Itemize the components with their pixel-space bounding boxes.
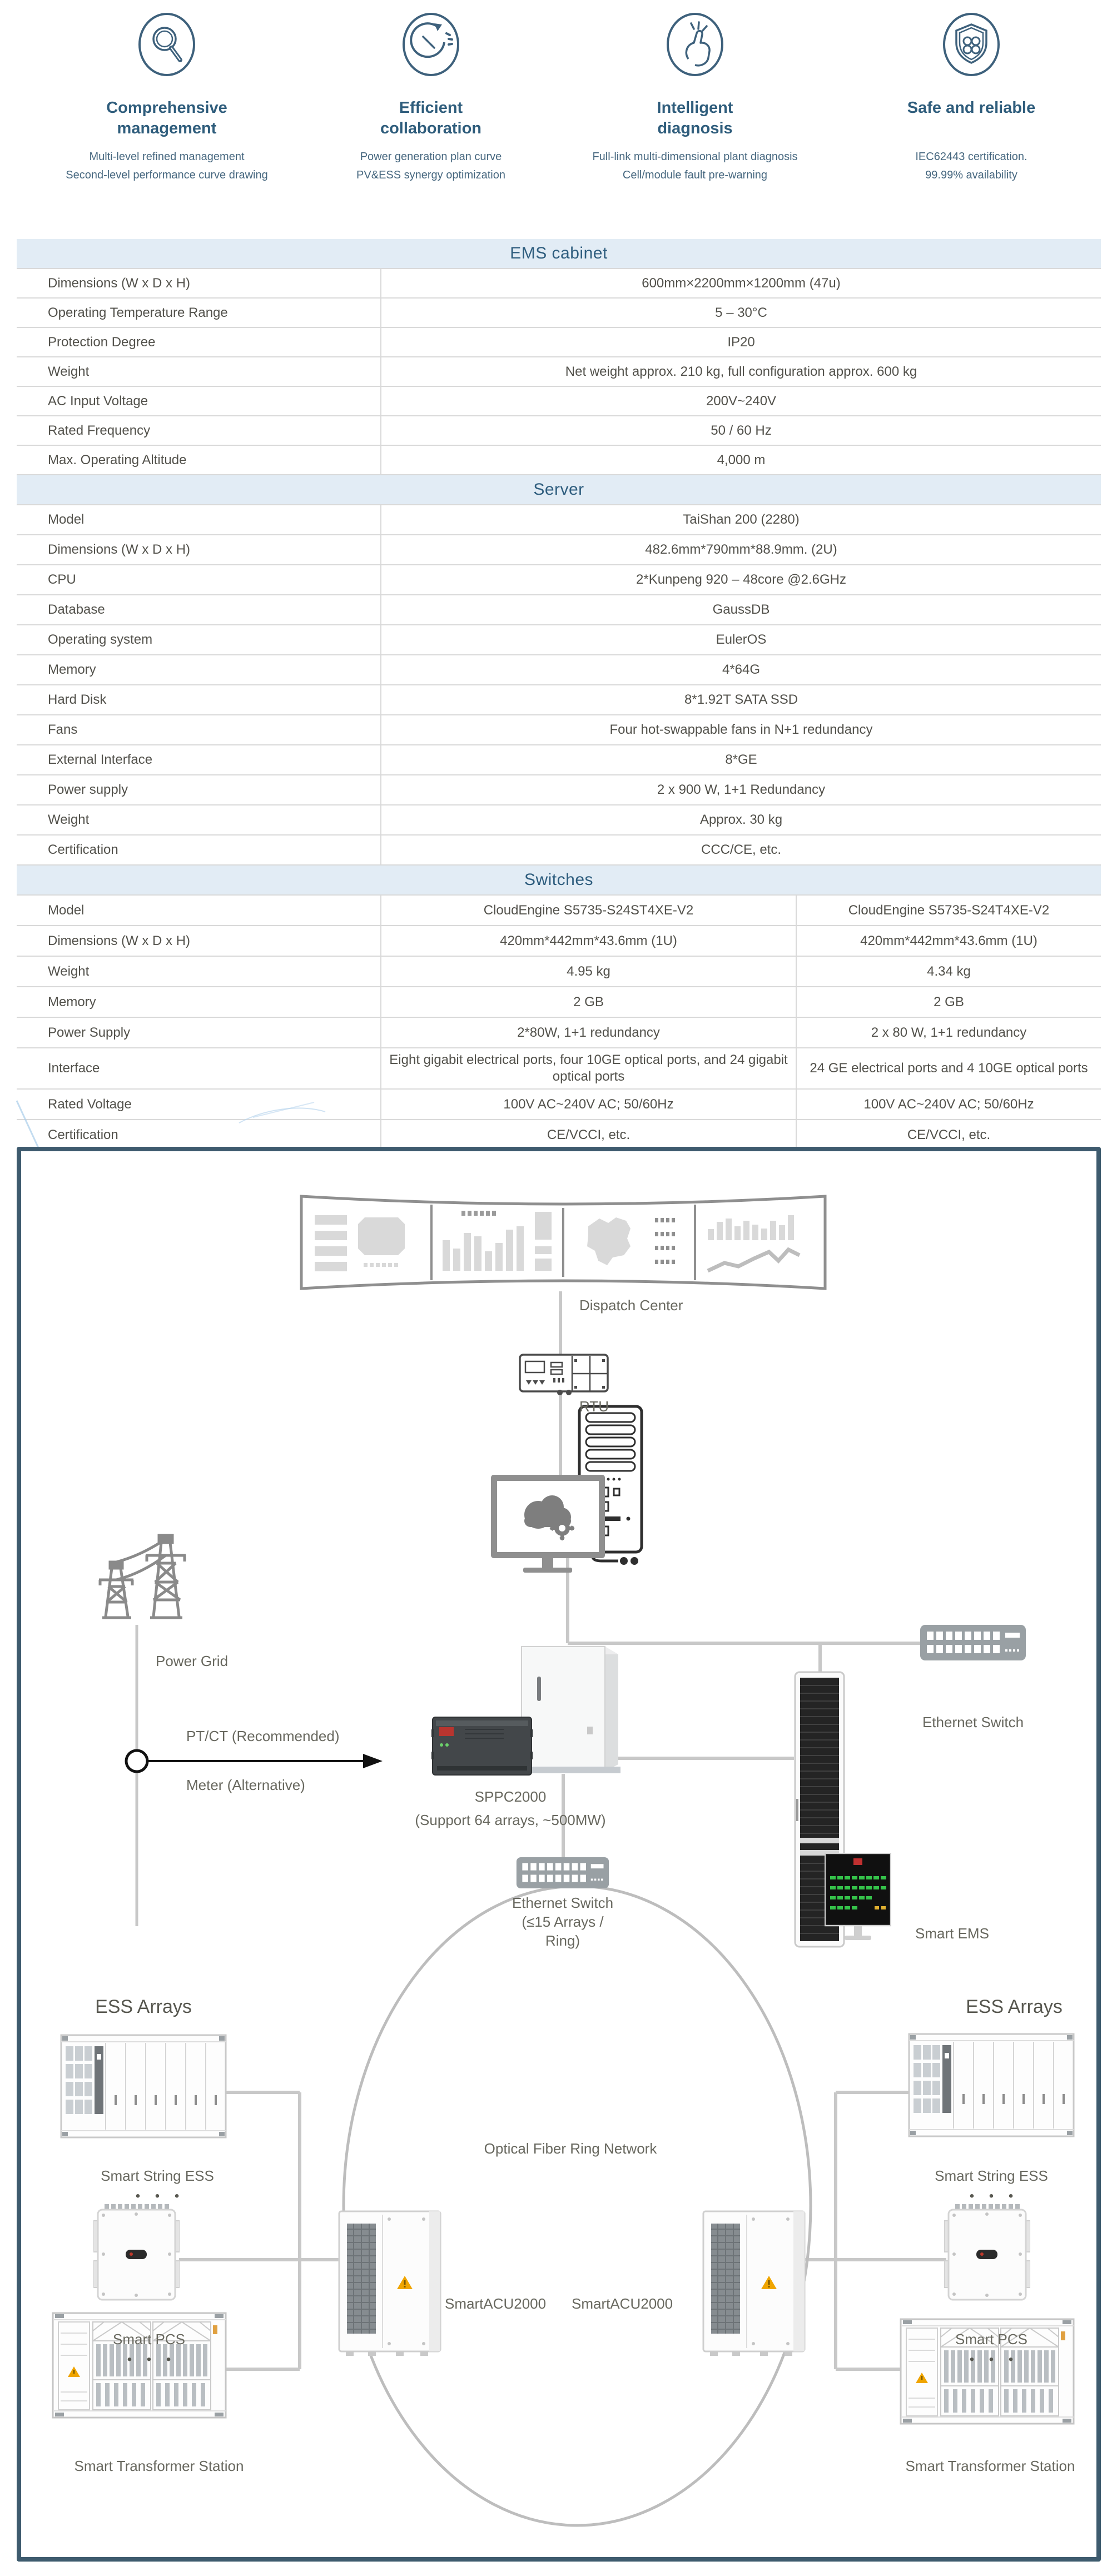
spec-value: 5 – 30°C (715, 305, 767, 320)
spec-value: Eight gigabit electrical ports, four 10GE optical ports, and 24 gigabit optical ports (381, 1048, 797, 1088)
feature-title-line: Intelligent (657, 99, 733, 117)
feature-desc-line: PV&ESS synergy optimization (356, 169, 505, 181)
table-row (17, 1047, 1101, 1088)
spec-value: 2 x 900 W, 1+1 Redundancy (657, 782, 826, 797)
table-server (17, 475, 1101, 866)
spec-value: CCC/CE, etc. (701, 842, 782, 857)
table-row (17, 986, 1101, 1017)
spec-value: 482.6mm*790mm*88.9mm. (2U) (645, 542, 837, 557)
spec-value: Approx. 30 kg (699, 812, 783, 827)
ring-network-label: Optical Fiber Ring Network (484, 2140, 657, 2157)
table-row (17, 654, 1101, 684)
spec-label: External Interface (17, 745, 381, 774)
sppc2000-label-line2: (Support 64 arrays, ~500MW) (415, 1812, 606, 1828)
table-ems-cabinet (17, 239, 1101, 475)
ellipsis-dots: • • • (969, 2189, 1019, 2204)
spec-label: Max. Operating Altitude (17, 446, 381, 474)
spec-value: 8*GE (725, 752, 757, 767)
table-row (17, 684, 1101, 714)
spec-value: CE/VCCI, etc. (907, 1127, 991, 1142)
feature-title-line: management (117, 120, 217, 137)
spec-value: 4,000 m (717, 452, 766, 468)
table-row (17, 624, 1101, 654)
spec-label: Weight (17, 357, 381, 386)
smart-pcs-right-label: Smart PCS (955, 2331, 1028, 2348)
ess-arrays-left-heading: ESS Arrays (95, 1996, 192, 2017)
table-row (17, 445, 1101, 474)
spec-label: Dimensions (W x D x H) (17, 535, 381, 564)
spec-label: Weight (17, 805, 381, 834)
table-title: Switches (17, 866, 1101, 894)
spec-label: Model (17, 505, 381, 534)
cloud-monitor (491, 1475, 605, 1578)
ethernet-switch-ring-icon (510, 1857, 615, 1888)
feature-efficient-collaboration (292, 12, 570, 185)
smart-ems-monitor (825, 1853, 891, 1946)
spec-label: Protection Degree (17, 328, 381, 356)
smart-pcs-left (93, 2203, 180, 2303)
feature-desc-line: IEC62443 certification. (915, 151, 1027, 163)
ethernet-switch-ring-label (512, 1893, 613, 1950)
feature-safe-reliable (832, 12, 1110, 185)
sppc2000-label-line1: SPPC2000 (474, 1788, 547, 1805)
feature-desc-line: Second-level performance curve drawing (66, 169, 268, 181)
table-title: Server (17, 475, 1101, 504)
magnifier-icon (138, 12, 196, 77)
ring-switch-label-line2: (≤15 Arrays / (522, 1913, 604, 1930)
spec-value: CloudEngine S5735-S24ST4XE-V2 (381, 896, 797, 925)
spec-value: IP20 (727, 334, 755, 350)
ethernet-switch-top-label: Ethernet Switch (922, 1714, 1024, 1730)
spec-value: 100V AC~240V AC; 50/60Hz (381, 1090, 797, 1119)
smart-acu2000-left (338, 2210, 444, 2360)
transformer-right-label: Smart Transformer Station (905, 2458, 1075, 2474)
spec-tables (17, 239, 1101, 1151)
ess-arrays-right-heading: ESS Arrays (966, 1996, 1063, 2017)
spec-value: 200V~240V (706, 393, 777, 409)
table-row (17, 534, 1101, 564)
table-row (17, 744, 1101, 774)
smart-string-ess-right-label: Smart String ESS (935, 2167, 1048, 2184)
ellipsis-dots: • • • (969, 2352, 1019, 2367)
spec-value: 2*80W, 1+1 redundancy (381, 1018, 797, 1047)
rtu-device (519, 1351, 609, 1398)
feature-desc-line: Multi-level refined management (89, 151, 245, 163)
spec-value: 50 / 60 Hz (711, 422, 772, 438)
spec-label: Database (17, 595, 381, 624)
ethernet-switch-top-icon (920, 1625, 1026, 1660)
spec-label: Rated Frequency (17, 416, 381, 445)
power-grid-towers (82, 1526, 191, 1628)
spec-value: 4*64G (722, 662, 761, 677)
spec-value: GaussDB (712, 602, 770, 617)
feature-title-line: Efficient (399, 99, 463, 117)
spec-label: Certification (17, 1120, 381, 1150)
ring-switch-label-line3: Ring) (545, 1932, 580, 1949)
spec-label: Hard Disk (17, 685, 381, 714)
ess-container-right (908, 2028, 1075, 2142)
table-row (17, 327, 1101, 356)
shield-icon (942, 12, 1000, 77)
spec-label: Interface (17, 1048, 381, 1088)
spec-value: EulerOS (716, 632, 767, 647)
ess-container-left (60, 2030, 227, 2144)
spec-label: Dimensions (W x D x H) (17, 926, 381, 956)
spec-label: Fans (17, 715, 381, 744)
table-row (17, 774, 1101, 804)
spec-value: CE/VCCI, etc. (381, 1120, 797, 1150)
sppc2000-label (415, 1785, 605, 1832)
spec-value: 8*1.92T SATA SSD (684, 692, 798, 707)
table-row (17, 804, 1101, 834)
spec-label: Operating system (17, 625, 381, 654)
spec-label: Power Supply (17, 1018, 381, 1047)
ptct-label: PT/CT (Recommended) (186, 1728, 340, 1744)
rtu-label: RTU (579, 1398, 609, 1415)
smart-pcs-right (944, 2203, 1030, 2303)
dispatch-center-label: Dispatch Center (579, 1297, 683, 1314)
spec-label: AC Input Voltage (17, 387, 381, 415)
spec-label: Dimensions (W x D x H) (17, 269, 381, 297)
spec-label: Power supply (17, 775, 381, 804)
smart-acu2000-right (702, 2210, 808, 2360)
spec-value: 4.95 kg (381, 957, 797, 986)
table-row (17, 297, 1101, 327)
spec-value: CloudEngine S5735-S24T4XE-V2 (848, 902, 1050, 918)
smart-ems-label: Smart EMS (915, 1925, 989, 1942)
spec-value: 2 x 80 W, 1+1 redundancy (871, 1025, 1027, 1040)
spec-value: 2 GB (381, 987, 797, 1017)
feature-title-line: diagnosis (657, 120, 733, 137)
spec-value: 420mm*442mm*43.6mm (1U) (381, 926, 797, 956)
spec-label: Memory (17, 655, 381, 684)
table-row (17, 564, 1101, 594)
table-row (17, 268, 1101, 297)
feature-desc-line: Power generation plan curve (360, 151, 502, 163)
spec-label: Rated Voltage (17, 1090, 381, 1119)
efficiency-clock-icon (402, 12, 460, 77)
spec-value: Four hot-swappable fans in N+1 redundancy (609, 722, 873, 737)
smart-string-ess-left-label: Smart String ESS (101, 2167, 214, 2184)
table-row (17, 956, 1101, 986)
spec-label: Model (17, 896, 381, 925)
spec-label: Weight (17, 957, 381, 986)
feature-desc-line: 99.99% availability (925, 169, 1017, 181)
spec-label: Memory (17, 987, 381, 1017)
sppc2000-controller (431, 1713, 533, 1779)
ring-switch-label-line1: Ethernet Switch (512, 1894, 614, 1911)
table-row (17, 415, 1101, 445)
spec-value: 2 GB (934, 994, 964, 1009)
table-row (17, 356, 1101, 386)
table-row (17, 834, 1101, 864)
feature-desc-line: Full-link multi-dimensional plant diagnosis (592, 151, 798, 163)
transformer-left-label: Smart Transformer Station (74, 2458, 244, 2474)
spec-value: TaiShan 200 (2280) (683, 512, 800, 527)
table-row (17, 1017, 1101, 1047)
table-row (17, 386, 1101, 415)
topology-diagram (17, 1147, 1101, 2562)
feature-title-line: collaboration (380, 120, 482, 137)
spec-value: 420mm*442mm*43.6mm (1U) (860, 933, 1037, 948)
table-row (17, 594, 1101, 624)
smart-acu2000-right-label: SmartACU2000 (572, 2295, 673, 2312)
spec-value: 24 GE electrical ports and 4 10GE optical ports (810, 1061, 1088, 1076)
feature-title-line: Comprehensive (106, 99, 227, 117)
smart-acu2000-left-label: SmartACU2000 (445, 2295, 547, 2312)
feature-comprehensive-management (28, 12, 306, 185)
feature-title-line: Safe and reliable (907, 99, 1036, 117)
ellipsis-dots: • • • (127, 2352, 177, 2367)
dispatch-video-wall (299, 1193, 827, 1292)
spec-value: 600mm×2200mm×1200mm (47u) (642, 275, 841, 291)
power-grid-label: Power Grid (156, 1653, 229, 1669)
table-title: EMS cabinet (17, 239, 1101, 268)
spec-value: Net weight approx. 210 kg, full configuration approx. 600 kg (565, 364, 917, 379)
table-row (17, 504, 1101, 534)
spec-value: 4.34 kg (927, 963, 971, 979)
table-row (17, 714, 1101, 744)
table-row (17, 894, 1101, 925)
smart-pcs-left-label: Smart PCS (112, 2331, 186, 2348)
ellipsis-dots: • • • (135, 2189, 185, 2204)
snap-diagnosis-icon (666, 12, 724, 77)
spec-value: 100V AC~240V AC; 50/60Hz (863, 1096, 1034, 1112)
feature-intelligent-diagnosis (556, 12, 834, 185)
spec-label: Operating Temperature Range (17, 299, 381, 327)
table-row (17, 925, 1101, 956)
spec-label: Certification (17, 836, 381, 864)
meter-label: Meter (Alternative) (186, 1777, 305, 1793)
spec-label: CPU (17, 565, 381, 594)
spec-value: 2*Kunpeng 920 – 48core @2.6GHz (636, 572, 846, 587)
feature-desc-line: Cell/module fault pre-warning (622, 169, 768, 181)
